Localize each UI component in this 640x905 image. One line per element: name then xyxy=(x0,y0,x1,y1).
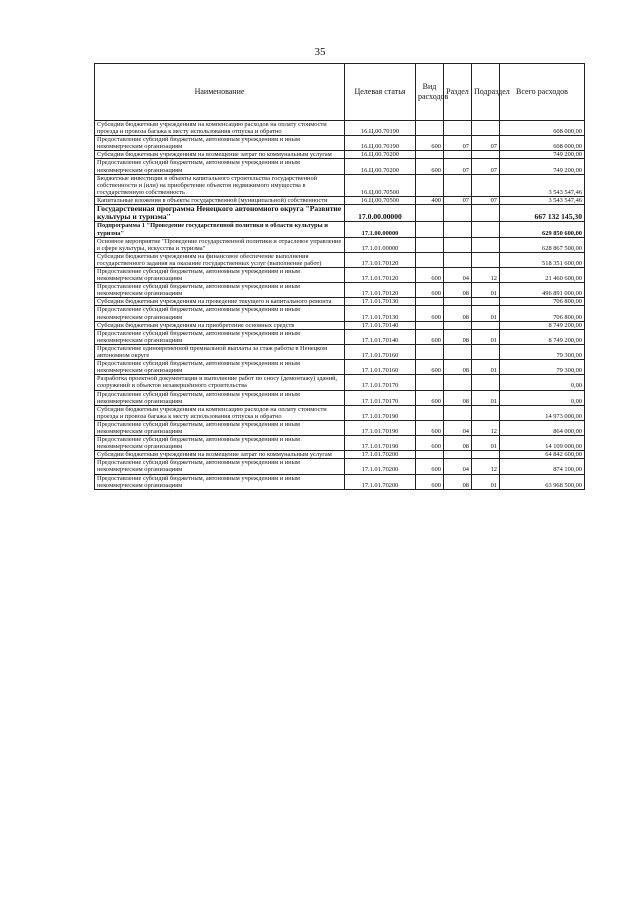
row-name: Капитальные вложения в объекты государственной (муниципальной) собственности xyxy=(95,196,345,204)
row-name: Предоставление субсидий бюджетным, автономным учреждениям и иным некоммерческим организациям xyxy=(95,390,345,405)
row-target-article: 17.1.01.70140 xyxy=(345,321,416,329)
row-section: 07 xyxy=(444,136,472,151)
header-section: Раздел xyxy=(444,64,472,121)
table-row xyxy=(95,474,585,489)
row-section xyxy=(444,151,472,159)
row-subsection: 12 xyxy=(472,268,500,283)
row-amount: 706 800,00 xyxy=(500,298,585,306)
row-subsection xyxy=(472,121,500,136)
row-expense-type xyxy=(416,375,444,390)
row-section xyxy=(444,121,472,136)
row-amount: 0,00 xyxy=(500,375,585,390)
row-amount: 749 200,00 xyxy=(500,151,585,159)
row-subsection xyxy=(472,344,500,359)
row-expense-type: 600 xyxy=(416,436,444,451)
row-amount: 706 800,00 xyxy=(500,306,585,321)
row-amount: 3 543 547,46 xyxy=(500,174,585,196)
row-section xyxy=(444,222,472,237)
row-expense-type: 600 xyxy=(416,459,444,474)
row-amount: 749 200,00 xyxy=(500,159,585,174)
row-expense-type xyxy=(416,344,444,359)
row-section xyxy=(444,174,472,196)
table-row xyxy=(95,436,585,451)
row-amount: 14 109 000,00 xyxy=(500,436,585,451)
row-name: Государственная программа Ненецкого автономного округа "Развитие культуры и туризма" xyxy=(95,205,345,222)
row-expense-type: 600 xyxy=(416,420,444,435)
row-target-article: 17.1.01.70190 xyxy=(345,420,416,435)
row-section xyxy=(444,405,472,420)
row-section: 07 xyxy=(444,196,472,204)
row-section: 08 xyxy=(444,360,472,375)
row-section: 08 xyxy=(444,283,472,298)
row-target-article: 17.1.01.70190 xyxy=(345,405,416,420)
row-name: Бюджетные инвестиции в объекты капитального строительства государственной собственности и (или) на приобретение объектов недвижимого имущества в государственную собственность xyxy=(95,174,345,196)
row-expense-type xyxy=(416,252,444,267)
table-row xyxy=(95,121,585,136)
row-section: 08 xyxy=(444,474,472,489)
table-row xyxy=(95,159,585,174)
row-amount: 3 543 547,46 xyxy=(500,196,585,204)
row-target-article: 17.1.01.70120 xyxy=(345,283,416,298)
row-expense-type: 600 xyxy=(416,329,444,344)
row-subsection xyxy=(472,321,500,329)
row-expense-type: 600 xyxy=(416,360,444,375)
row-expense-type xyxy=(416,151,444,159)
table-row xyxy=(95,298,585,306)
row-section: 08 xyxy=(444,390,472,405)
row-subsection: 07 xyxy=(472,136,500,151)
row-name: Предоставление субсидий бюджетным, автономным учреждениям и иным некоммерческим организациям xyxy=(95,420,345,435)
row-subsection xyxy=(472,237,500,252)
row-target-article: 16.Ц.00.70200 xyxy=(345,159,416,174)
row-name: Предоставление субсидий бюджетным, автономным учреждениям и иным некоммерческим организациям xyxy=(95,283,345,298)
row-expense-type: 600 xyxy=(416,268,444,283)
row-target-article: 17.1.01.70190 xyxy=(345,436,416,451)
row-name: Субсидии бюджетным учреждениям на возмещение затрат по коммунальным услугам xyxy=(95,451,345,459)
row-expense-type xyxy=(416,205,444,222)
table-row xyxy=(95,329,585,344)
table-row xyxy=(95,222,585,237)
row-subsection xyxy=(472,205,500,222)
header-total: Всего расходов xyxy=(500,64,585,121)
row-amount: 608 000,00 xyxy=(500,136,585,151)
row-amount: 608 000,00 xyxy=(500,121,585,136)
row-name: Субсидии бюджетным учреждениям на компенсацию расходов на оплату стоимости проезда и провоза багажа к месту использования отпуска и обратно xyxy=(95,405,345,420)
row-subsection: 01 xyxy=(472,329,500,344)
row-target-article: 17.1.01.70160 xyxy=(345,344,416,359)
row-target-article: 17.1.01.70170 xyxy=(345,375,416,390)
row-subsection: 01 xyxy=(472,306,500,321)
row-expense-type: 600 xyxy=(416,136,444,151)
table-row xyxy=(95,321,585,329)
row-expense-type: 600 xyxy=(416,474,444,489)
row-section xyxy=(444,298,472,306)
row-target-article: 17.1.01.70120 xyxy=(345,268,416,283)
row-name: Субсидии бюджетным учреждениям на приобретение основных средств xyxy=(95,321,345,329)
header-name: Наименование xyxy=(95,64,345,121)
table-row xyxy=(95,451,585,459)
row-section: 04 xyxy=(444,420,472,435)
table-row xyxy=(95,420,585,435)
table-row xyxy=(95,405,585,420)
row-amount: 8 749 200,00 xyxy=(500,329,585,344)
row-target-article: 17.1.01.70130 xyxy=(345,306,416,321)
row-amount: 79 300,00 xyxy=(500,344,585,359)
row-subsection: 07 xyxy=(472,196,500,204)
row-name: Субсидии бюджетным учреждениям на проведение текущего и капитального ремонта xyxy=(95,298,345,306)
row-name: Предоставление единовременной премиальной выплаты за стаж работы в Ненецком автономном округе xyxy=(95,344,345,359)
row-target-article: 17.1.01.70200 xyxy=(345,474,416,489)
row-amount: 496 891 000,00 xyxy=(500,283,585,298)
row-expense-type xyxy=(416,321,444,329)
row-target-article: 17.1.01.70120 xyxy=(345,252,416,267)
row-target-article: 17.1.01.70160 xyxy=(345,360,416,375)
row-name: Подпрограмма 1 "Проведение государственной политики в области культуры и туризма" xyxy=(95,222,345,237)
table-row xyxy=(95,174,585,196)
row-name: Предоставление субсидий бюджетным, автономным учреждениям и иным некоммерческим организациям xyxy=(95,329,345,344)
row-amount: 629 850 600,00 xyxy=(500,222,585,237)
row-name: Предоставление субсидий бюджетным, автономным учреждениям и иным некоммерческим организациям xyxy=(95,159,345,174)
row-target-article: 17.0.00.00000 xyxy=(345,205,416,222)
table-row xyxy=(95,390,585,405)
table-row xyxy=(95,375,585,390)
row-amount: 79 300,00 xyxy=(500,360,585,375)
row-expense-type xyxy=(416,405,444,420)
row-section: 04 xyxy=(444,459,472,474)
row-section xyxy=(444,321,472,329)
table-row xyxy=(95,459,585,474)
row-target-article: 17.1.00.00000 xyxy=(345,222,416,237)
row-amount: 63 968 500,00 xyxy=(500,474,585,489)
row-target-article: 17.1.01.70200 xyxy=(345,451,416,459)
row-target-article: 17.1.01.70140 xyxy=(345,329,416,344)
table-row xyxy=(95,252,585,267)
row-target-article: 16.Ц.00.70190 xyxy=(345,121,416,136)
table-row xyxy=(95,268,585,283)
row-name: Предоставление субсидий бюджетным, автономным учреждениям и иным некоммерческим организациям xyxy=(95,268,345,283)
row-subsection xyxy=(472,252,500,267)
row-expense-type xyxy=(416,237,444,252)
row-amount: 0,00 xyxy=(500,390,585,405)
row-section: 08 xyxy=(444,436,472,451)
row-amount: 864 000,00 xyxy=(500,420,585,435)
table-row xyxy=(95,136,585,151)
row-amount: 628 867 500,00 xyxy=(500,237,585,252)
row-expense-type xyxy=(416,298,444,306)
row-subsection xyxy=(472,375,500,390)
row-subsection: 12 xyxy=(472,420,500,435)
row-name: Разработка проектной документации и выполнение работ по сносу (демонтажу) зданий, сооружений и объектов незавершённого строительства xyxy=(95,375,345,390)
row-target-article: 16.Ц.00.70200 xyxy=(345,151,416,159)
row-subsection: 07 xyxy=(472,159,500,174)
row-section xyxy=(444,451,472,459)
row-subsection: 01 xyxy=(472,390,500,405)
page-number: 35 xyxy=(314,46,326,58)
table-row xyxy=(95,151,585,159)
row-subsection xyxy=(472,405,500,420)
budget-table xyxy=(94,63,585,490)
row-expense-type: 400 xyxy=(416,196,444,204)
table-row xyxy=(95,237,585,252)
row-name: Субсидии бюджетным учреждениям на компенсацию расходов на оплату стоимости проезда и провоза багажа к месту использования отпуска и обратно xyxy=(95,121,345,136)
row-name: Предоставление субсидий бюджетным, автономным учреждениям и иным некоммерческим организациям xyxy=(95,136,345,151)
row-expense-type: 600 xyxy=(416,390,444,405)
row-section: 08 xyxy=(444,306,472,321)
row-expense-type: 600 xyxy=(416,283,444,298)
row-name: Предоставление субсидий бюджетным, автономным учреждениям и иным некоммерческим организациям xyxy=(95,436,345,451)
row-target-article: 17.1.01.00000 xyxy=(345,237,416,252)
row-target-article: 17.1.01.70170 xyxy=(345,390,416,405)
table-row xyxy=(95,360,585,375)
row-amount: 64 842 600,00 xyxy=(500,451,585,459)
row-subsection xyxy=(472,151,500,159)
table-row xyxy=(95,205,585,222)
table-row xyxy=(95,306,585,321)
row-section: 07 xyxy=(444,159,472,174)
row-amount: 14 973 000,00 xyxy=(500,405,585,420)
row-subsection xyxy=(472,174,500,196)
row-amount: 21 460 600,00 xyxy=(500,268,585,283)
row-name: Субсидии бюджетным учреждениям на финансовое обеспечение выполнения государственного задания на оказание государственных услуг (выполнение работ) xyxy=(95,252,345,267)
row-name: Предоставление субсидий бюджетным, автономным учреждениям и иным некоммерческим организациям xyxy=(95,360,345,375)
row-subsection xyxy=(472,298,500,306)
header-expense-type: Вид расходов xyxy=(416,64,444,121)
row-section xyxy=(444,344,472,359)
row-expense-type xyxy=(416,222,444,237)
header-subsection: Подраздел xyxy=(472,64,500,121)
header-row xyxy=(95,64,585,121)
row-expense-type xyxy=(416,174,444,196)
row-section xyxy=(444,237,472,252)
row-subsection: 01 xyxy=(472,360,500,375)
row-expense-type: 600 xyxy=(416,159,444,174)
row-section xyxy=(444,375,472,390)
row-subsection xyxy=(472,451,500,459)
row-name: Предоставление субсидий бюджетным, автономным учреждениям и иным некоммерческим организациям xyxy=(95,474,345,489)
row-amount: 8 749 200,00 xyxy=(500,321,585,329)
row-name: Предоставление субсидий бюджетным, автономным учреждениям и иным некоммерческим организациям xyxy=(95,459,345,474)
row-section: 04 xyxy=(444,268,472,283)
row-amount: 667 132 145,30 xyxy=(500,205,585,222)
row-target-article: 17.1.01.70200 xyxy=(345,459,416,474)
row-name: Субсидии бюджетным учреждениям на возмещение затрат по коммунальным услугам xyxy=(95,151,345,159)
row-target-article: 17.1.01.70130 xyxy=(345,298,416,306)
row-name: Предоставление субсидий бюджетным, автономным учреждениям и иным некоммерческим организациям xyxy=(95,306,345,321)
row-name: Основное мероприятие "Проведение государственной политики и отраслевое управление в сфере культуры, искусства и туризма" xyxy=(95,237,345,252)
row-expense-type: 600 xyxy=(416,306,444,321)
row-subsection: 01 xyxy=(472,474,500,489)
row-section: 08 xyxy=(444,329,472,344)
row-section xyxy=(444,205,472,222)
row-expense-type xyxy=(416,451,444,459)
row-subsection: 01 xyxy=(472,283,500,298)
row-amount: 518 351 600,00 xyxy=(500,252,585,267)
row-target-article: 16.Ц.00.70500 xyxy=(345,174,416,196)
row-target-article: 16.Ц.00.70190 xyxy=(345,136,416,151)
table-row xyxy=(95,283,585,298)
table-row xyxy=(95,344,585,359)
row-section xyxy=(444,252,472,267)
row-expense-type xyxy=(416,121,444,136)
row-subsection xyxy=(472,222,500,237)
row-target-article: 16.Ц.00.70500 xyxy=(345,196,416,204)
row-subsection: 12 xyxy=(472,459,500,474)
table-body xyxy=(95,121,585,490)
row-subsection: 01 xyxy=(472,436,500,451)
header-target-article: Целевая статья xyxy=(345,64,416,121)
row-amount: 874 100,00 xyxy=(500,459,585,474)
